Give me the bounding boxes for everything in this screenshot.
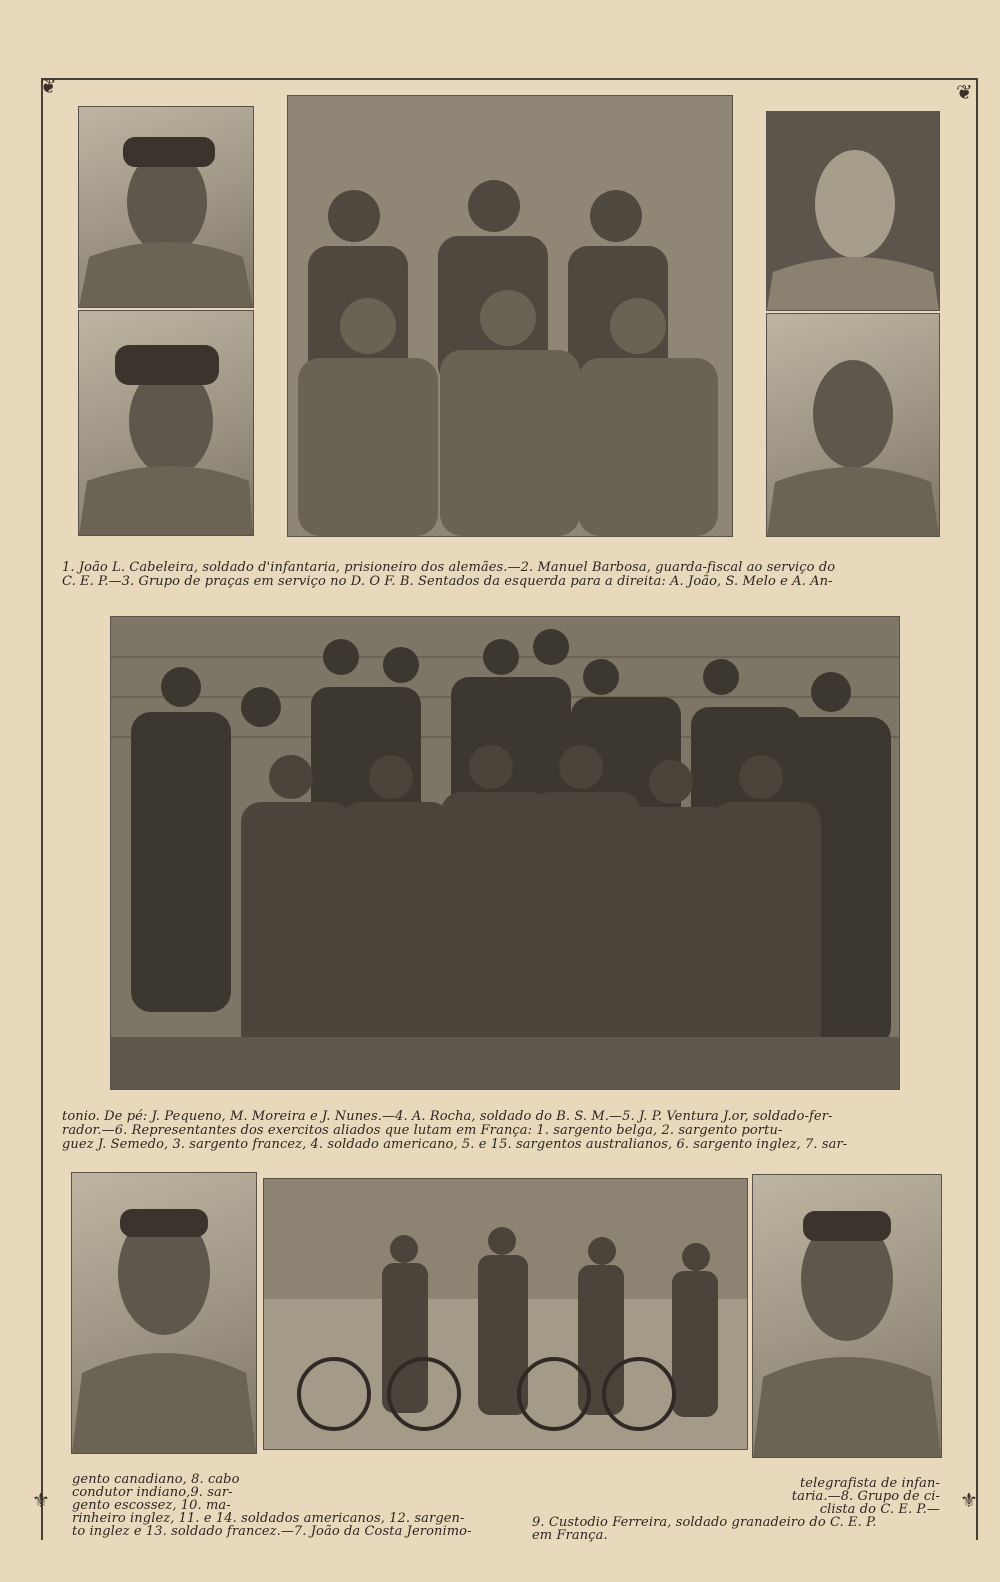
photo-2-portrait-bottom bbox=[766, 313, 940, 537]
caption-bottom-right-line-2: taria.—8. Grupo de ci- bbox=[791, 1489, 940, 1504]
ornament-icon: ⚜ bbox=[32, 1488, 50, 1512]
photo-6-allied-group bbox=[110, 616, 900, 1090]
ornament-icon: ❦ bbox=[956, 80, 973, 104]
caption-middle-line-1: tonio. De pé: J. Pequeno, M. Moreira e J. Nunes.—4. A. Rocha, soldado do B. S. M.—5. J. P. Ventura J.or, soldado-fer- bbox=[62, 1109, 833, 1124]
photo-1-portrait-bottom bbox=[78, 310, 254, 536]
caption-bottom-right-line-5: em França. bbox=[532, 1528, 608, 1543]
caption-middle-line-3: guez J. Semedo, 3. sargento francez, 4. soldado americano, 5. e 15. sargentos australianos, 6. sargento inglez, 7. sar- bbox=[62, 1137, 848, 1152]
caption-bottom-left-line-2: condutor indiano,9. sar- bbox=[72, 1485, 233, 1500]
photo-8-cyclists bbox=[263, 1178, 748, 1450]
photo-9-portrait bbox=[752, 1174, 942, 1458]
photo-3-group bbox=[287, 95, 733, 537]
photo-7-portrait bbox=[71, 1172, 257, 1454]
caption-bottom-left-line-4: rinheiro inglez, 11. e 14. soldados americanos, 12. sargen- bbox=[72, 1511, 465, 1526]
caption-bottom-right-line-3: clista do C. E. P.— bbox=[819, 1502, 940, 1517]
ornament-icon: ❦ bbox=[40, 74, 57, 98]
caption-bottom-right-line-4: 9. Custodio Ferreira, soldado granadeiro do C. E. P. bbox=[532, 1515, 877, 1530]
caption-top-line-1: 1. João L. Cabeleira, soldado d'infantaria, prisioneiro dos alemães.—2. Manuel Barbosa, guarda-fiscal ao serviço do bbox=[62, 560, 836, 575]
caption-bottom-left-line-1: gento canadiano, 8. cabo bbox=[72, 1472, 240, 1487]
caption-bottom-left-line-3: gento escossez, 10. ma- bbox=[72, 1498, 231, 1513]
ornament-icon: ⚜ bbox=[960, 1488, 978, 1512]
caption-bottom-right-line-1: telegrafista de infan- bbox=[799, 1476, 940, 1491]
caption-middle-line-2: rador.—6. Representantes dos exercitos aliados que lutam em França: 1. sargento belga, 2. sargento portu- bbox=[62, 1123, 783, 1138]
photo-1-portrait-top bbox=[78, 106, 254, 308]
photo-2-portrait-top bbox=[766, 111, 940, 311]
caption-top-line-2: C. E. P.—3. Grupo de praças em serviço no D. O F. B. Sentados da esquerda para a direita: A. João, S. Melo e A. An- bbox=[62, 574, 833, 589]
caption-bottom-left-line-5: to inglez e 13. soldado francez.—7. João da Costa Jeronimo- bbox=[72, 1524, 472, 1539]
